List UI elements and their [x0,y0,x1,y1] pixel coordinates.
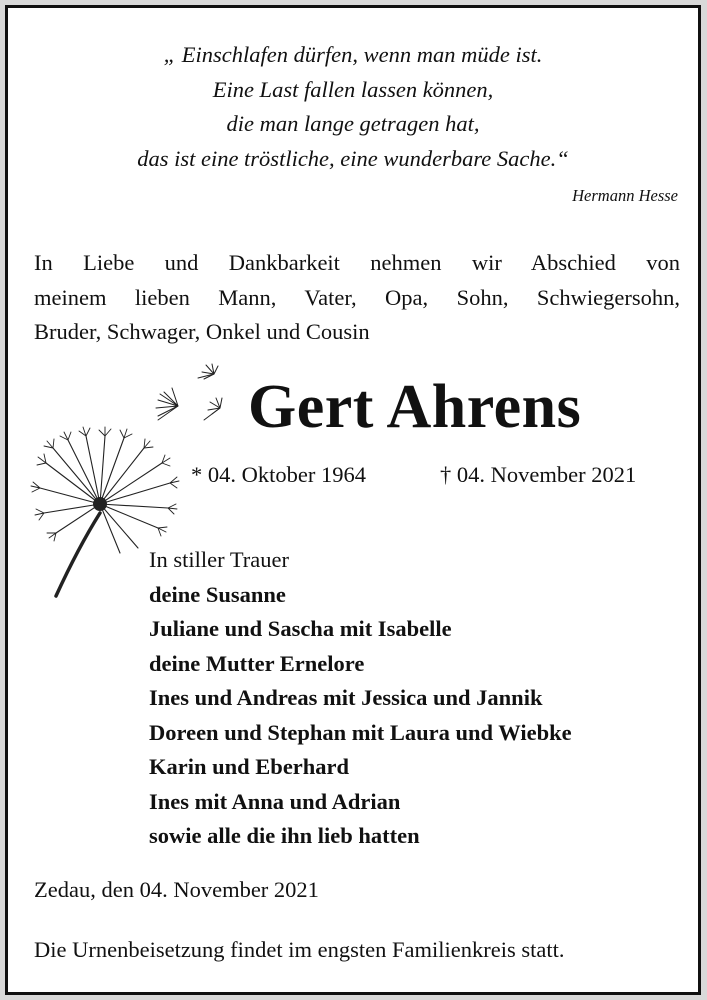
birth-date: * 04. Oktober 1964 [191,462,366,487]
mourner-name: Karin und Eberhard [149,754,350,779]
quote-author: Hermann Hesse [572,186,678,205]
place-date: Zedau, den 04. November 2021 [34,877,319,902]
quote-line: die man lange getragen hat, [226,111,480,136]
quote-line: Eine Last fallen lassen können, [212,76,494,102]
quote [8,38,698,176]
mourner-name: deine Susanne [149,581,286,607]
quote-line: das ist eine tröstliche, eine wunderbare Sache.“ [137,145,569,171]
mourner-name: sowie alle die ihn lieb hatten [149,823,420,848]
mourner-name: Ines und Andreas mit Jessica und Jannik [149,685,543,710]
burial-note: Die Urnenbeisetzung findet im engsten Familienkreis statt. [34,937,565,962]
mourner-name: Ines mit Anna und Adrian [149,788,401,814]
dandelion-seed-icon [156,364,222,420]
intro-line: meinem lieben Mann, Vater, Opa, Sohn, Schwiegersohn, [34,284,680,310]
mourners-lead: In stiller Trauer [149,547,289,572]
deceased-name: Gert Ahrens [248,373,582,441]
intro-line: In Liebe und Dankbarkeit nehmen wir Abschied von [34,250,680,275]
intro-line: Bruder, Schwager, Onkel und Cousin [34,319,370,344]
mourner-name: deine Mutter Ernelore [149,650,365,676]
intro-text [34,246,680,350]
obituary-notice [5,5,701,995]
mourner-name: Juliane und Sascha mit Isabelle [149,616,452,641]
quote-line: „ Einschlafen dürfen, wenn man müde ist. [163,42,543,67]
mourners-list [149,543,572,854]
death-date: † 04. November 2021 [440,462,637,487]
mourner-name: Doreen und Stephan mit Laura und Wiebke [149,719,572,745]
